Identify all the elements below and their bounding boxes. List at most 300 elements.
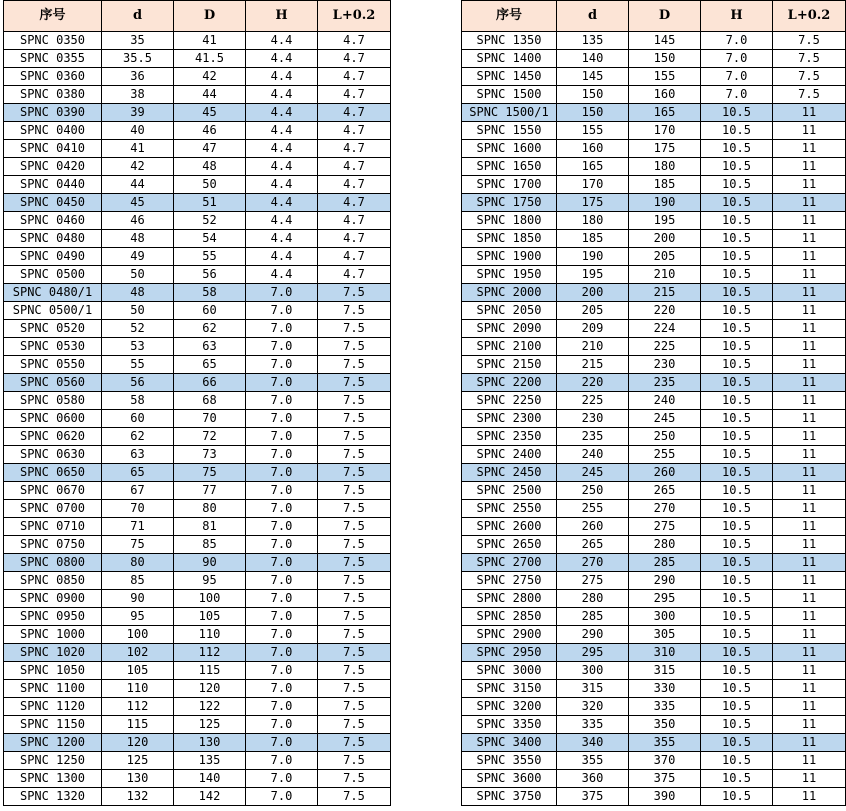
- cell-d: 110: [102, 680, 174, 698]
- cell-part-no: SPNC 0620: [4, 428, 102, 446]
- col-header-part-no: 序号: [4, 1, 102, 32]
- cell-L: 4.7: [318, 32, 391, 50]
- cell-H: 4.4: [246, 32, 318, 50]
- cell-H: 7.0: [246, 374, 318, 392]
- cell-D: 305: [629, 626, 701, 644]
- table-row: [462, 662, 846, 680]
- cell-L: 11: [773, 302, 846, 320]
- cell-H: 7.0: [246, 788, 318, 806]
- cell-d: 185: [557, 230, 629, 248]
- cell-H: 4.4: [246, 122, 318, 140]
- cell-L: 7.5: [318, 626, 391, 644]
- cell-H: 7.0: [246, 554, 318, 572]
- cell-part-no: SPNC 1300: [4, 770, 102, 788]
- cell-H: 4.4: [246, 140, 318, 158]
- table-row: [462, 104, 846, 122]
- cell-D: 45: [174, 104, 246, 122]
- cell-D: 165: [629, 104, 701, 122]
- table-body-right: [462, 32, 846, 806]
- cell-d: 102: [102, 644, 174, 662]
- cell-H: 10.5: [701, 374, 773, 392]
- cell-L: 11: [773, 230, 846, 248]
- cell-L: 11: [773, 752, 846, 770]
- cell-part-no: SPNC 0480/1: [4, 284, 102, 302]
- cell-D: 265: [629, 482, 701, 500]
- cell-part-no: SPNC 1020: [4, 644, 102, 662]
- cell-part-no: SPNC 0390: [4, 104, 102, 122]
- cell-d: 40: [102, 122, 174, 140]
- cell-part-no: SPNC 2500: [462, 482, 557, 500]
- cell-D: 290: [629, 572, 701, 590]
- cell-part-no: SPNC 2700: [462, 554, 557, 572]
- cell-H: 7.0: [246, 716, 318, 734]
- cell-d: 175: [557, 194, 629, 212]
- cell-H: 7.0: [246, 752, 318, 770]
- cell-part-no: SPNC 0500: [4, 266, 102, 284]
- cell-d: 150: [557, 86, 629, 104]
- table-row: [4, 608, 391, 626]
- cell-L: 7.5: [318, 284, 391, 302]
- table-row: [4, 680, 391, 698]
- cell-L: 7.5: [318, 770, 391, 788]
- cell-part-no: SPNC 3200: [462, 698, 557, 716]
- table-row: [4, 374, 391, 392]
- cell-part-no: SPNC 3600: [462, 770, 557, 788]
- cell-D: 80: [174, 500, 246, 518]
- cell-D: 85: [174, 536, 246, 554]
- cell-part-no: SPNC 0490: [4, 248, 102, 266]
- table-row: [4, 176, 391, 194]
- cell-d: 105: [102, 662, 174, 680]
- cell-d: 145: [557, 68, 629, 86]
- cell-L: 11: [773, 266, 846, 284]
- cell-part-no: SPNC 0560: [4, 374, 102, 392]
- cell-D: 55: [174, 248, 246, 266]
- cell-H: 10.5: [701, 518, 773, 536]
- cell-D: 295: [629, 590, 701, 608]
- table-row: [4, 158, 391, 176]
- table-row: [4, 302, 391, 320]
- table-row: [4, 770, 391, 788]
- table-row: [4, 518, 391, 536]
- cell-L: 11: [773, 140, 846, 158]
- cell-D: 142: [174, 788, 246, 806]
- cell-H: 7.0: [246, 572, 318, 590]
- cell-L: 7.5: [773, 50, 846, 68]
- cell-D: 350: [629, 716, 701, 734]
- table-row: [462, 572, 846, 590]
- cell-part-no: SPNC 2090: [462, 320, 557, 338]
- table-row: [462, 212, 846, 230]
- table-row: [4, 410, 391, 428]
- cell-D: 260: [629, 464, 701, 482]
- col-header-H: H: [246, 1, 318, 32]
- cell-D: 185: [629, 176, 701, 194]
- cell-H: 7.0: [701, 50, 773, 68]
- cell-D: 300: [629, 608, 701, 626]
- cell-part-no: SPNC 1700: [462, 176, 557, 194]
- cell-D: 44: [174, 86, 246, 104]
- table-row: [462, 680, 846, 698]
- cell-D: 135: [174, 752, 246, 770]
- table-row: [4, 428, 391, 446]
- cell-H: 7.0: [246, 446, 318, 464]
- cell-D: 224: [629, 320, 701, 338]
- cell-part-no: SPNC 1850: [462, 230, 557, 248]
- cell-D: 270: [629, 500, 701, 518]
- cell-L: 7.5: [773, 68, 846, 86]
- cell-D: 390: [629, 788, 701, 806]
- cell-d: 58: [102, 392, 174, 410]
- cell-d: 355: [557, 752, 629, 770]
- cell-d: 195: [557, 266, 629, 284]
- cell-L: 11: [773, 536, 846, 554]
- cell-d: 90: [102, 590, 174, 608]
- cell-L: 11: [773, 662, 846, 680]
- table-row: [4, 230, 391, 248]
- table-row: [462, 230, 846, 248]
- cell-part-no: SPNC 0410: [4, 140, 102, 158]
- table-row: [462, 320, 846, 338]
- cell-d: 230: [557, 410, 629, 428]
- cell-L: 4.7: [318, 122, 391, 140]
- table-row: [462, 536, 846, 554]
- cell-part-no: SPNC 1050: [4, 662, 102, 680]
- cell-D: 90: [174, 554, 246, 572]
- table-body-left: [4, 32, 391, 806]
- table-row: [4, 212, 391, 230]
- col-header-part-no: 序号: [462, 1, 557, 32]
- cell-D: 200: [629, 230, 701, 248]
- cell-L: 7.5: [318, 572, 391, 590]
- cell-H: 7.0: [246, 608, 318, 626]
- cell-part-no: SPNC 1900: [462, 248, 557, 266]
- cell-d: 125: [102, 752, 174, 770]
- cell-d: 245: [557, 464, 629, 482]
- table-row: [462, 716, 846, 734]
- cell-part-no: SPNC 0650: [4, 464, 102, 482]
- cell-H: 7.0: [246, 464, 318, 482]
- cell-L: 4.7: [318, 104, 391, 122]
- cell-d: 275: [557, 572, 629, 590]
- cell-d: 100: [102, 626, 174, 644]
- cell-H: 10.5: [701, 680, 773, 698]
- cell-d: 49: [102, 248, 174, 266]
- cell-L: 11: [773, 428, 846, 446]
- cell-D: 195: [629, 212, 701, 230]
- cell-L: 4.7: [318, 68, 391, 86]
- cell-L: 7.5: [318, 662, 391, 680]
- cell-L: 7.5: [318, 428, 391, 446]
- cell-d: 48: [102, 284, 174, 302]
- cell-part-no: SPNC 1150: [4, 716, 102, 734]
- col-header-D: D: [174, 1, 246, 32]
- cell-part-no: SPNC 1600: [462, 140, 557, 158]
- cell-part-no: SPNC 3350: [462, 716, 557, 734]
- cell-H: 10.5: [701, 770, 773, 788]
- cell-D: 56: [174, 266, 246, 284]
- cell-H: 7.0: [246, 518, 318, 536]
- cell-part-no: SPNC 2100: [462, 338, 557, 356]
- table-row: [4, 122, 391, 140]
- table-row: [4, 356, 391, 374]
- cell-D: 310: [629, 644, 701, 662]
- cell-L: 11: [773, 518, 846, 536]
- cell-H: 10.5: [701, 302, 773, 320]
- cell-L: 7.5: [318, 680, 391, 698]
- cell-H: 7.0: [246, 590, 318, 608]
- cell-part-no: SPNC 2350: [462, 428, 557, 446]
- table-row: [4, 734, 391, 752]
- cell-L: 11: [773, 320, 846, 338]
- cell-D: 81: [174, 518, 246, 536]
- table-row: [462, 410, 846, 428]
- cell-d: 120: [102, 734, 174, 752]
- cell-part-no: SPNC 0710: [4, 518, 102, 536]
- cell-L: 4.7: [318, 176, 391, 194]
- cell-D: 375: [629, 770, 701, 788]
- cell-d: 38: [102, 86, 174, 104]
- table-row: [4, 626, 391, 644]
- cell-D: 245: [629, 410, 701, 428]
- cell-L: 7.5: [318, 464, 391, 482]
- cell-part-no: SPNC 1800: [462, 212, 557, 230]
- cell-part-no: SPNC 2600: [462, 518, 557, 536]
- cell-L: 7.5: [318, 356, 391, 374]
- table-row: [462, 284, 846, 302]
- table-row: [462, 518, 846, 536]
- cell-d: 85: [102, 572, 174, 590]
- cell-H: 7.0: [246, 392, 318, 410]
- cell-L: 7.5: [318, 500, 391, 518]
- cell-H: 7.0: [246, 284, 318, 302]
- table-row: [462, 464, 846, 482]
- cell-L: 7.5: [318, 788, 391, 806]
- cell-D: 255: [629, 446, 701, 464]
- cell-D: 50: [174, 176, 246, 194]
- cell-D: 73: [174, 446, 246, 464]
- cell-d: 135: [557, 32, 629, 50]
- cell-D: 355: [629, 734, 701, 752]
- cell-D: 77: [174, 482, 246, 500]
- cell-H: 4.4: [246, 230, 318, 248]
- cell-H: 10.5: [701, 590, 773, 608]
- cell-L: 7.5: [318, 608, 391, 626]
- cell-d: 265: [557, 536, 629, 554]
- cell-D: 225: [629, 338, 701, 356]
- cell-part-no: SPNC 2850: [462, 608, 557, 626]
- cell-part-no: SPNC 1400: [462, 50, 557, 68]
- cell-d: 41: [102, 140, 174, 158]
- cell-L: 11: [773, 788, 846, 806]
- col-header-D: D: [629, 1, 701, 32]
- cell-part-no: SPNC 2750: [462, 572, 557, 590]
- cell-d: 360: [557, 770, 629, 788]
- cell-part-no: SPNC 0530: [4, 338, 102, 356]
- table-row: [4, 482, 391, 500]
- cell-D: 240: [629, 392, 701, 410]
- cell-part-no: SPNC 0380: [4, 86, 102, 104]
- cell-part-no: SPNC 1250: [4, 752, 102, 770]
- cell-D: 205: [629, 248, 701, 266]
- cell-d: 115: [102, 716, 174, 734]
- table-row: [462, 248, 846, 266]
- cell-d: 285: [557, 608, 629, 626]
- cell-H: 10.5: [701, 248, 773, 266]
- table-row: [4, 446, 391, 464]
- cell-L: 11: [773, 464, 846, 482]
- cell-D: 66: [174, 374, 246, 392]
- table-row: [462, 500, 846, 518]
- cell-part-no: SPNC 0350: [4, 32, 102, 50]
- cell-D: 160: [629, 86, 701, 104]
- cell-D: 145: [629, 32, 701, 50]
- table-row: [4, 698, 391, 716]
- cell-L: 11: [773, 374, 846, 392]
- cell-part-no: SPNC 0450: [4, 194, 102, 212]
- cell-part-no: SPNC 2550: [462, 500, 557, 518]
- cell-part-no: SPNC 3150: [462, 680, 557, 698]
- cell-L: 11: [773, 122, 846, 140]
- cell-H: 10.5: [701, 158, 773, 176]
- cell-D: 280: [629, 536, 701, 554]
- cell-H: 10.5: [701, 752, 773, 770]
- table-row: [4, 536, 391, 554]
- table-row: [4, 140, 391, 158]
- cell-H: 10.5: [701, 626, 773, 644]
- cell-d: 250: [557, 482, 629, 500]
- cell-D: 41.5: [174, 50, 246, 68]
- cell-part-no: SPNC 2150: [462, 356, 557, 374]
- cell-part-no: SPNC 1320: [4, 788, 102, 806]
- cell-L: 11: [773, 482, 846, 500]
- cell-D: 68: [174, 392, 246, 410]
- cell-part-no: SPNC 2950: [462, 644, 557, 662]
- col-header-L: L+0.2: [773, 1, 846, 32]
- cell-D: 110: [174, 626, 246, 644]
- cell-D: 105: [174, 608, 246, 626]
- cell-L: 4.7: [318, 248, 391, 266]
- cell-H: 10.5: [701, 230, 773, 248]
- cell-H: 7.0: [246, 500, 318, 518]
- cell-H: 10.5: [701, 644, 773, 662]
- cell-d: 65: [102, 464, 174, 482]
- cell-D: 75: [174, 464, 246, 482]
- cell-H: 10.5: [701, 140, 773, 158]
- cell-part-no: SPNC 3550: [462, 752, 557, 770]
- cell-L: 4.7: [318, 230, 391, 248]
- cell-part-no: SPNC 1200: [4, 734, 102, 752]
- cell-H: 4.4: [246, 104, 318, 122]
- cell-part-no: SPNC 2400: [462, 446, 557, 464]
- cell-D: 100: [174, 590, 246, 608]
- cell-L: 11: [773, 644, 846, 662]
- cell-D: 215: [629, 284, 701, 302]
- cell-H: 10.5: [701, 356, 773, 374]
- cell-part-no: SPNC 0400: [4, 122, 102, 140]
- cell-d: 225: [557, 392, 629, 410]
- cell-d: 71: [102, 518, 174, 536]
- table-header-row: [462, 1, 846, 32]
- cell-H: 4.4: [246, 68, 318, 86]
- cell-L: 11: [773, 590, 846, 608]
- cell-H: 10.5: [701, 410, 773, 428]
- cell-d: 270: [557, 554, 629, 572]
- cell-D: 125: [174, 716, 246, 734]
- cell-L: 4.7: [318, 86, 391, 104]
- cell-L: 11: [773, 626, 846, 644]
- cell-H: 4.4: [246, 212, 318, 230]
- cell-L: 7.5: [318, 410, 391, 428]
- cell-part-no: SPNC 1350: [462, 32, 557, 50]
- cell-H: 7.0: [701, 86, 773, 104]
- table-row: [4, 248, 391, 266]
- cell-L: 7.5: [318, 518, 391, 536]
- cell-d: 260: [557, 518, 629, 536]
- table-row: [4, 644, 391, 662]
- cell-D: 41: [174, 32, 246, 50]
- cell-H: 10.5: [701, 788, 773, 806]
- cell-D: 60: [174, 302, 246, 320]
- cell-part-no: SPNC 0480: [4, 230, 102, 248]
- cell-d: 170: [557, 176, 629, 194]
- cell-L: 7.5: [318, 752, 391, 770]
- cell-part-no: SPNC 0520: [4, 320, 102, 338]
- cell-d: 290: [557, 626, 629, 644]
- cell-L: 11: [773, 212, 846, 230]
- cell-part-no: SPNC 2650: [462, 536, 557, 554]
- cell-D: 180: [629, 158, 701, 176]
- cell-D: 190: [629, 194, 701, 212]
- table-row: [462, 266, 846, 284]
- cell-L: 7.5: [318, 446, 391, 464]
- cell-D: 370: [629, 752, 701, 770]
- table-row: [4, 554, 391, 572]
- cell-part-no: SPNC 2800: [462, 590, 557, 608]
- cell-H: 4.4: [246, 266, 318, 284]
- cell-part-no: SPNC 2900: [462, 626, 557, 644]
- cell-H: 4.4: [246, 158, 318, 176]
- cell-d: 220: [557, 374, 629, 392]
- table-row: [4, 572, 391, 590]
- cell-part-no: SPNC 0580: [4, 392, 102, 410]
- cell-D: 250: [629, 428, 701, 446]
- cell-H: 4.4: [246, 176, 318, 194]
- cell-L: 4.7: [318, 158, 391, 176]
- cell-H: 10.5: [701, 266, 773, 284]
- cell-L: 4.7: [318, 50, 391, 68]
- cell-D: 58: [174, 284, 246, 302]
- cell-H: 10.5: [701, 536, 773, 554]
- cell-D: 285: [629, 554, 701, 572]
- cell-part-no: SPNC 0900: [4, 590, 102, 608]
- cell-L: 7.5: [318, 392, 391, 410]
- cell-L: 11: [773, 176, 846, 194]
- cell-part-no: SPNC 2200: [462, 374, 557, 392]
- table-row: [462, 446, 846, 464]
- cell-d: 165: [557, 158, 629, 176]
- cell-D: 330: [629, 680, 701, 698]
- cell-D: 120: [174, 680, 246, 698]
- cell-L: 7.5: [773, 32, 846, 50]
- cell-L: 11: [773, 194, 846, 212]
- cell-part-no: SPNC 1000: [4, 626, 102, 644]
- cell-part-no: SPNC 0750: [4, 536, 102, 554]
- cell-d: 155: [557, 122, 629, 140]
- cell-D: 210: [629, 266, 701, 284]
- cell-L: 11: [773, 338, 846, 356]
- cell-L: 11: [773, 680, 846, 698]
